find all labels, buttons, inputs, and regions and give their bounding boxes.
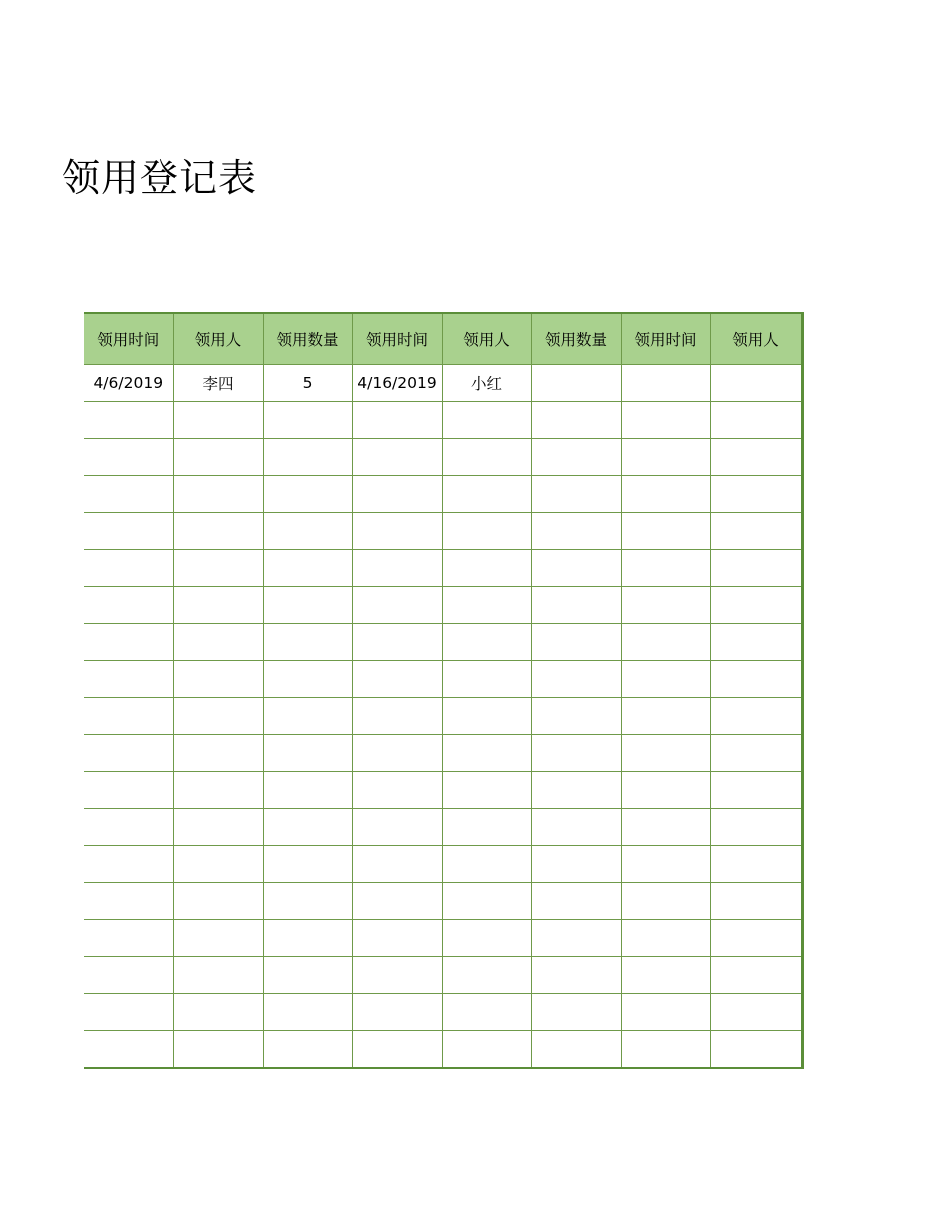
table-cell[interactable] [173,920,263,957]
table-cell[interactable] [442,1031,531,1069]
table-cell[interactable] [621,1031,710,1069]
table-cell[interactable] [84,513,173,550]
table-cell[interactable] [621,624,710,661]
table-cell[interactable] [442,994,531,1031]
table-cell[interactable] [442,735,531,772]
table-cell[interactable] [263,957,352,994]
table-row [84,920,802,957]
table-cell[interactable] [352,846,442,883]
table-cell[interactable] [710,550,802,587]
table-cell[interactable] [531,661,621,698]
table-cell[interactable] [352,1031,442,1069]
table-row [84,550,802,587]
table-cell[interactable]: 4/16/2019 [352,365,442,402]
table-cell[interactable] [173,550,263,587]
table-row [84,513,802,550]
table-cell[interactable] [84,994,173,1031]
table-row [84,439,802,476]
table-cell[interactable] [531,550,621,587]
table-cell[interactable] [263,550,352,587]
table-cell[interactable] [710,698,802,735]
table-cell[interactable] [173,735,263,772]
table-cell[interactable] [531,994,621,1031]
table-cell[interactable] [531,698,621,735]
table-cell[interactable] [710,809,802,846]
table-cell[interactable] [710,587,802,624]
table-cell[interactable] [263,994,352,1031]
table-cell[interactable] [710,735,802,772]
table-cell[interactable] [173,513,263,550]
table-cell[interactable] [531,957,621,994]
table-cell[interactable] [263,920,352,957]
table-cell[interactable] [621,735,710,772]
header-cell: 领用人 [442,313,531,365]
table-cell[interactable] [263,513,352,550]
table-cell[interactable] [84,735,173,772]
table-cell[interactable] [621,772,710,809]
table-cell[interactable] [442,772,531,809]
table-cell[interactable] [531,809,621,846]
table-cell[interactable] [531,587,621,624]
table-cell[interactable] [621,513,710,550]
table-cell[interactable] [442,550,531,587]
table-cell[interactable] [442,513,531,550]
table-cell[interactable] [173,402,263,439]
table-cell[interactable] [442,661,531,698]
table-cell[interactable] [710,439,802,476]
table-cell[interactable] [531,735,621,772]
table-cell[interactable] [352,698,442,735]
table-cell[interactable] [531,1031,621,1069]
table-cell[interactable] [442,439,531,476]
table-cell[interactable] [84,883,173,920]
table-cell[interactable]: 小红 [442,365,531,402]
table-cell[interactable] [352,513,442,550]
table-cell[interactable] [621,920,710,957]
table-cell[interactable] [263,661,352,698]
table-cell[interactable] [352,587,442,624]
table-cell[interactable] [173,624,263,661]
table-cell[interactable] [352,772,442,809]
table-cell[interactable] [710,883,802,920]
table-cell[interactable] [263,439,352,476]
table-cell[interactable] [710,365,802,402]
table-cell[interactable] [442,846,531,883]
table-cell[interactable] [263,624,352,661]
table-cell[interactable] [263,846,352,883]
table-cell[interactable] [442,698,531,735]
table-cell[interactable] [263,476,352,513]
table-row [84,587,802,624]
table-cell[interactable] [621,883,710,920]
table-cell[interactable] [710,846,802,883]
header-cell: 领用时间 [621,313,710,365]
table-cell[interactable] [173,439,263,476]
table-cell[interactable] [621,957,710,994]
table-cell[interactable] [352,661,442,698]
table-cell[interactable] [442,957,531,994]
table-cell[interactable] [710,920,802,957]
table-cell[interactable] [531,476,621,513]
table-cell[interactable] [352,883,442,920]
table-cell[interactable] [442,809,531,846]
table-row [84,846,802,883]
table-cell[interactable] [84,587,173,624]
page-title: 领用登记表 [62,156,258,200]
header-row [84,313,802,365]
table-cell[interactable] [531,920,621,957]
table-cell[interactable] [263,402,352,439]
table-cell[interactable] [84,439,173,476]
table-cell[interactable] [84,476,173,513]
table-cell[interactable] [710,772,802,809]
table-cell[interactable] [352,550,442,587]
table-cell[interactable] [173,476,263,513]
table-cell[interactable] [173,957,263,994]
table-cell[interactable] [621,476,710,513]
header-cell: 领用数量 [263,313,352,365]
table-cell[interactable] [352,957,442,994]
table-cell[interactable] [352,994,442,1031]
table-cell[interactable] [621,994,710,1031]
table-cell[interactable] [531,772,621,809]
table-cell[interactable] [84,772,173,809]
table-cell[interactable] [352,476,442,513]
table-cell[interactable] [442,883,531,920]
table-cell[interactable] [352,624,442,661]
table-cell[interactable] [173,846,263,883]
table-cell[interactable] [84,1031,173,1069]
table-row [84,476,802,513]
table-row [84,772,802,809]
table-cell[interactable] [442,624,531,661]
table-cell[interactable] [710,661,802,698]
table-cell[interactable] [263,772,352,809]
table-cell[interactable] [621,402,710,439]
table-row [84,994,802,1031]
table-cell[interactable] [531,402,621,439]
table-cell[interactable] [710,994,802,1031]
table-cell[interactable] [621,809,710,846]
table-cell[interactable] [84,846,173,883]
table-cell[interactable] [84,920,173,957]
table-cell[interactable] [531,624,621,661]
table-cell[interactable] [263,587,352,624]
header-cell: 领用时间 [84,313,173,365]
table-cell[interactable] [352,735,442,772]
title-area [62,150,384,210]
table-cell[interactable] [710,1031,802,1069]
table-cell[interactable] [621,698,710,735]
table-cell[interactable] [531,883,621,920]
header-cell: 领用时间 [352,313,442,365]
table-cell[interactable] [710,957,802,994]
table-cell[interactable] [173,698,263,735]
register-table [84,312,804,1069]
table-cell[interactable] [621,587,710,624]
table-cell[interactable] [173,772,263,809]
table-row [84,883,802,920]
table-cell[interactable] [263,735,352,772]
table-cell[interactable] [710,402,802,439]
table-row [84,809,802,846]
table-cell[interactable] [173,587,263,624]
table-cell[interactable] [710,624,802,661]
table-cell[interactable] [621,550,710,587]
table-cell[interactable] [531,439,621,476]
table-cell[interactable] [84,957,173,994]
table-cell[interactable]: 李四 [173,365,263,402]
table-cell[interactable] [263,883,352,920]
table-cell[interactable] [352,439,442,476]
table-cell[interactable] [442,476,531,513]
table-cell[interactable] [531,513,621,550]
table-cell[interactable] [173,809,263,846]
table-row [84,624,802,661]
table-cell[interactable] [621,661,710,698]
table-row [84,1031,802,1069]
table-row [84,365,802,402]
table-cell[interactable] [84,698,173,735]
header-cell: 领用人 [710,313,802,365]
table-cell[interactable] [84,624,173,661]
table-cell[interactable] [621,365,710,402]
table-cell[interactable] [621,439,710,476]
table-cell[interactable] [710,513,802,550]
table-row [84,698,802,735]
table-cell[interactable] [84,661,173,698]
table-cell[interactable] [531,365,621,402]
table-cell[interactable] [710,476,802,513]
table-cell[interactable] [173,994,263,1031]
table-row [84,661,802,698]
table-cell[interactable] [173,883,263,920]
table-cell[interactable] [263,698,352,735]
table-cell[interactable] [621,846,710,883]
table-cell[interactable] [352,920,442,957]
table-cell[interactable] [352,402,442,439]
header-cell: 领用数量 [531,313,621,365]
table-cell[interactable] [442,402,531,439]
table-cell[interactable] [442,587,531,624]
table-cell[interactable] [263,1031,352,1069]
table-row [84,957,802,994]
table-cell[interactable] [531,846,621,883]
table-row [84,402,802,439]
table-cell[interactable] [84,550,173,587]
header-cell: 领用人 [173,313,263,365]
table-cell[interactable] [442,920,531,957]
table-cell[interactable]: 5 [263,365,352,402]
table-cell[interactable] [84,402,173,439]
table-cell[interactable] [173,661,263,698]
table-cell[interactable] [173,1031,263,1069]
table-cell[interactable] [263,809,352,846]
table-cell[interactable] [84,809,173,846]
table-cell[interactable] [352,809,442,846]
table-row [84,735,802,772]
table-cell[interactable]: 4/6/2019 [84,365,173,402]
